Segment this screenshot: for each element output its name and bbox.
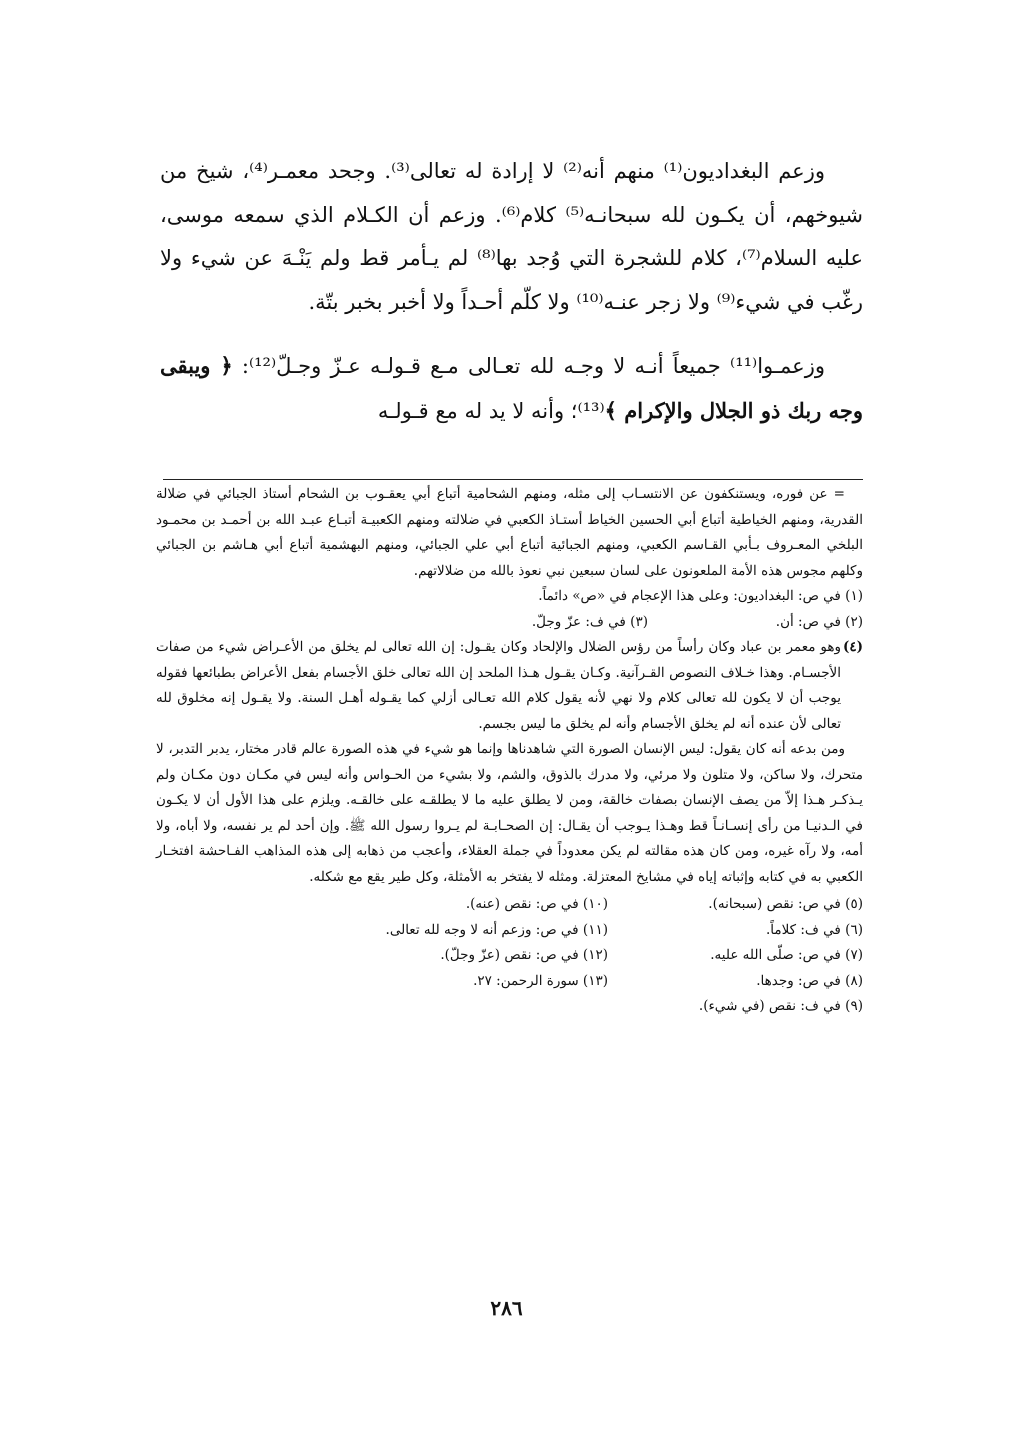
footnote-4-mark: (٤) (842, 639, 863, 655)
footnote-continuation: = عن فوره، ويستنكفون عن الانتسـاب إلى مثله، ومنهم الشحامية أتباع أبي يعقـوب بن الشحام أستاذ الجبائي في ضلالة القدرية، ومنهم الخياطية أتباع أبي الحسين الخياط أستـاذ الكعبي في ضلالته ومنهم الكعبيـة أتبـاع عبـد الله بن أحمـد بن محمـود البلخي المعـروف بـأبي القـاسم الكعبي، ومنهم الجبائية أتباع أبي علي الجبائي، ومنهم البهشمية أتباع أبي هـاشم بن الجبائي وكلهم مجوس هذه الأمة الملعونون على لسان سبعين نبي نعوذ بالله من ضلالاتهم. (156, 486, 863, 579)
footnote-4-continuation: ومن بدعه أنه كان يقول: ليس الإنسان الصورة التي شاهدناها وإنما هو شيء في هذه الصورة عالم قادر مختار، يدبر التدبر، لا متحرك، ولا ساكن، ولا متلون ولا مرئي، ولا مدرك بالذوق، والشم، ولا بشيء من الحـواس وأنه ليس في مكـان دون مكـان ولم يـذكـر هـذا إلاّ من يصف الإنسان بصفات خالقة، ومن لا يطلق عليه ما لا يطلقـه على خالقـه. ويلزم على هذا الأول أن لا يكـون في الـدنيـا من رأى إنسـانـاً قط وهـذا يـوجب أن يقـال: إن الصحـابـة لم يـروا رسول الله ﷺ. وإن أحد لم ير نفسه، ولا أباه، ولا أمه، ولا رآه غيره، ومن كان هذه مقالته لم يكن معدوداً في جملة العقلاء، وأعجب من ذهابه إلى هذه المذاهب الفـاحشة افتخـار الكعبي به في كتابه وإثباته إياه في مشايخ المعتزلة. ومثله لا يفتخر به الأمثلة، وكل طير يقع مع شكله. (156, 741, 863, 885)
footnote-4-text: وهو معمر بن عباد وكان رأساً من رؤس الضلال والإلحاد وكان يقـول: إن الله تعالى لم يخلق من الأعـراض شيء من صفات الأجسـام. وهذا خـلاف النصوص القـرآنية. وكـان يقـول هـذا الملحد إن الله تعالى خلق الأجسام بفعل الأعراض بطبائعها فقوله يوجب أن لا يكون لله تعالى كلام ولا نهي لأنه يقول كلام الله تعـالى أزلي كما يقـوله أهـل السنة. ولا يقـول إنه مخلوق لله تعالى لأن عنده أنه لم يخلق الأجسام وأنه لم يخلق ما ليس بجسم. (156, 639, 841, 732)
footnote-7: (٧) في ص: صلّى الله عليه. (710, 947, 863, 963)
short-footnotes-right (648, 892, 863, 1020)
paragraph-1: وزعم البغداديون⁽¹⁾ منهم أنه⁽²⁾ لا إرادة له تعالى⁽³⁾. وجحد معمـر⁽⁴⁾، شيخ من شيوخهم، أن يكـون لله سبحانـه⁽⁵⁾ كلام⁽⁶⁾. وزعم أن الكـلام الذي سمعه موسى، عليه السلام⁽⁷⁾، كلام للشجرة التي وُجد بها⁽⁸⁾ لم يـأمر قط ولم يَنْـهَ عن شيء ولا رغّب في شيء⁽⁹⁾ ولا زجر عنـه⁽¹⁰⁾ ولا كلّم أحـداً ولا أخبر بخبر بتّة. (160, 159, 863, 314)
paragraph-2-end: ⁽¹³⁾؛ وأنه لا يد له مع قـولـه (377, 398, 605, 423)
footnote-4 (156, 635, 863, 737)
footnote-10: (١٠) في ص: نقص (عنه). (465, 896, 608, 912)
footnotes (156, 482, 863, 1020)
footnote-8: (٨) في ص: وجدها. (756, 972, 863, 989)
footnote-6: (٦) في ف: كلاماً. (765, 921, 863, 938)
footnote-9: (٩) في ف: نقص (في شيء). (698, 998, 863, 1014)
page-number: ٢٨٦ (490, 1296, 523, 1320)
footnote-row-2-3 (156, 610, 863, 636)
short-footnotes (156, 892, 863, 1020)
footnote-11: (١١) في ص: وزعم أنه لا وجه لله تعالى. (385, 921, 608, 938)
footnote-13: (١٣) سورة الرحمن: ٢٧. (473, 972, 608, 989)
paragraph-2-start: وزعمـوا⁽¹¹⁾ جميعاً أنـه لا وجـه لله تعـالى مـع قـولـه عـزّ وجـلّ⁽¹²⁾: (232, 354, 825, 378)
short-footnotes-left (156, 892, 648, 1020)
footnote-2: (٢) في ص: أن. (775, 613, 863, 630)
footnote-5: (٥) في ص: نقص (سبحانه). (708, 896, 863, 912)
footnote-3: (٣) في ف: عزّ وجلّ. (531, 613, 648, 630)
footnote-divider (163, 479, 863, 480)
footnote-1: (١) في ص: البغداديون: وعلى هذا الإعجام في «ص» دائماً. (538, 588, 863, 604)
quran-verse: ﴿ ويبقى وجه ربك ذو الجلال والإكرام ﴾ (160, 353, 863, 423)
footnote-12: (١٢) في ص: نقص (عزّ وجلّ). (440, 947, 608, 963)
main-text (160, 150, 863, 433)
paragraph-2 (160, 344, 863, 433)
